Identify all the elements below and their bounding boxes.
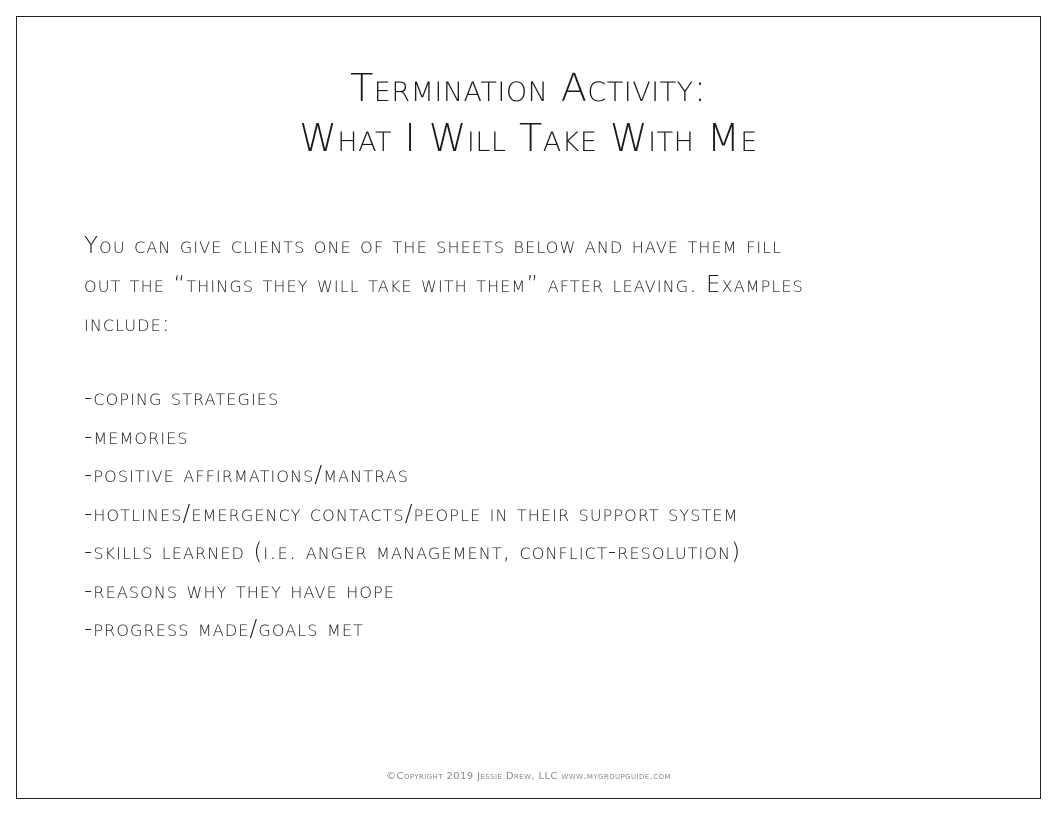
intro-paragraph	[84, 227, 984, 344]
intro-line: You can give clients one of the sheets below and have them fill	[84, 233, 783, 259]
list-item: -skills learned (i.e. anger management, conflict-resolution)	[84, 539, 742, 565]
list-item: -memories	[84, 423, 189, 450]
list-item: -positive affirmations/mantras	[84, 462, 409, 488]
list-item: -coping strategies	[84, 385, 280, 411]
page-frame	[16, 16, 1041, 799]
intro-line: out the “things they will take with them” after leaving. Examples	[84, 272, 804, 298]
list-item: -hotlines/emergency contacts/people in their support system	[84, 500, 739, 527]
copyright-footer: ©Copyright 2019 Jessie Drew, LLC www.mygroupguide.com	[386, 771, 671, 782]
intro-line: include:	[84, 311, 171, 337]
title-line-1: Termination Activity:	[350, 66, 707, 110]
list-item: -reasons why they have hope	[84, 577, 395, 604]
list-item: -progress made/goals met	[84, 616, 364, 642]
examples-list	[84, 379, 741, 649]
title-line-2: What I Will Take With Me	[299, 116, 758, 160]
